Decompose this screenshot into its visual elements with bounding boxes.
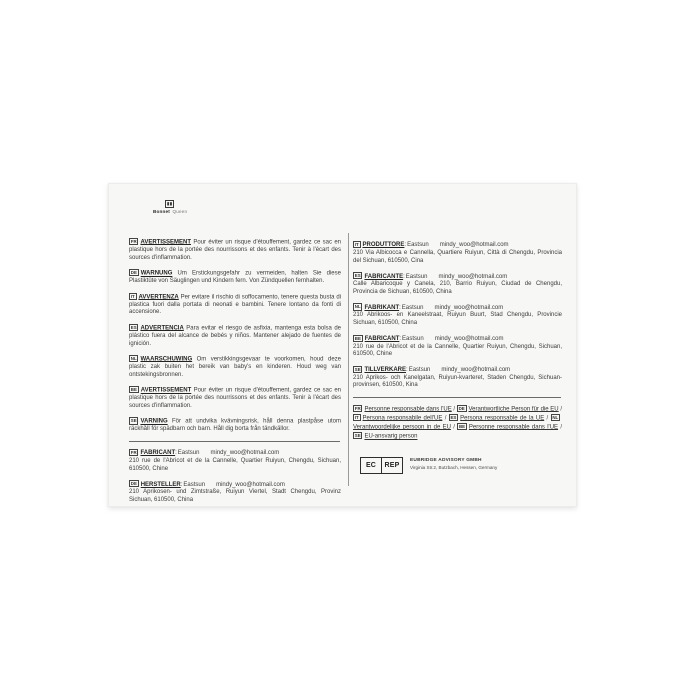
- manufacturer-address: 210 rue de l'Abricot et de la Cannelle, Quartier Ruiyun, Chengdu, Sichuan, 610500, Chine: [129, 458, 341, 472]
- manufacturer-header: [353, 336, 504, 342]
- manufacturer-header: [129, 482, 285, 488]
- eu-responsible-es: Persona responsable de la UE: [460, 415, 545, 422]
- colon: :: [175, 450, 177, 457]
- right-column: [353, 241, 562, 474]
- manufacturer-name: Eastsun: [183, 481, 206, 488]
- warning-text: Pour éviter un risque d'étouffement, gardez ce sac en plastique hors de la portée des nourrissons et des enfants. Tenir à l'écart des sources d'inflammation.: [129, 239, 341, 261]
- colon: :: [406, 367, 408, 374]
- lang-code-se: SE: [354, 433, 361, 439]
- eu-responsible-nl: Verantwoordelijke persoon in de EU: [353, 424, 451, 431]
- manufacturer-header: [129, 450, 279, 456]
- manufacturer-name: Eastsun: [405, 273, 428, 280]
- separator: /: [544, 415, 551, 422]
- left-column: [129, 238, 341, 504]
- warning-text: Um Erstickungsgefahr zu vermeiden, halten Sie diese Plastiktüte von Säuglingen und Kindern fern. Von Zündquellen fernhalten.: [129, 270, 341, 285]
- bonnet-queen-logo-icon: [165, 200, 174, 208]
- manufacturer-address: 210 rue de l'Abricot et de la Cannelle, Quartier Ruiyun, Chengdu, Sichuan, 610500, Chine: [353, 343, 562, 358]
- manufacturer-es: [353, 272, 562, 296]
- manufacturer-it: [353, 241, 562, 265]
- colon: :: [403, 273, 405, 280]
- eu-responsible-fr: Personne responsable dans l'UE: [364, 406, 452, 413]
- warning-de: [129, 269, 341, 286]
- brand-name-bonnet: Bonnet: [153, 209, 171, 214]
- warning-keyword: AVERTISSEMENT: [140, 387, 192, 394]
- manufacturer-name: Eastsun: [408, 367, 431, 374]
- warning-keyword: AVERTISSEMENT: [140, 239, 192, 246]
- warning-text: Per evitare il rischio di soffocamento, tenere questa busta di plastica fuori dalla portata di neonati e bambini. Tenere lontano da fonti di accensione.: [129, 294, 341, 316]
- lang-code-es: ES: [354, 273, 361, 279]
- manufacturer-email: mindy_woo@hotmail.com: [216, 481, 285, 488]
- lang-code-de: DE: [130, 270, 137, 276]
- manufacturer-email: mindy_woo@hotmail.com: [434, 304, 504, 311]
- warning-keyword: WAARSCHUWING: [140, 356, 193, 363]
- warning-text: Para evitar el riesgo de asfixia, mantenga esta bolsa de plástico fuera del alcance de bebés y niños. Mantener alejado de fuentes de ignición.: [129, 325, 341, 347]
- lang-code-se: SE: [354, 366, 361, 372]
- manufacturer-header: [353, 274, 507, 280]
- manufacturer-label: TILLVERKARE: [364, 367, 407, 374]
- lang-code-nl: NL: [130, 356, 137, 362]
- manufacturer-email: mindy_woo@hotmail.com: [441, 367, 511, 374]
- ec-rep-block: [353, 457, 562, 474]
- manufacturer-de: [129, 480, 341, 504]
- colon: :: [180, 481, 183, 488]
- lang-code-es: ES: [450, 414, 457, 420]
- warning-it: [129, 293, 341, 317]
- lang-code-nl: NL: [552, 414, 559, 420]
- eu-responsible-paragraph: [353, 405, 562, 441]
- brand-name: [153, 209, 243, 214]
- manufacturer-name: Eastsun: [407, 242, 429, 249]
- separator: /: [442, 415, 449, 422]
- separator: /: [450, 424, 458, 431]
- manufacturer-address: 210 Abrikoos- en Kaneelstraat, Ruiyun Buurt, Stad Chengdu, Provincie Sichuan, 610500, China: [353, 312, 562, 326]
- warning-text: För att undvika kvävningsrisk, håll denna plastpåse utom räckhåll för spädbarn och barn. Håll dig borta från tändkällor.: [129, 418, 341, 433]
- manufacturer-address: 210 Aprikosen- und Zimtstraße, Ruiyun Viertel, Stadt Chengdu, Provinz Sichuan, 610500, China: [129, 489, 341, 503]
- separator: /: [558, 406, 562, 413]
- warning-text: Pour éviter un risque d'étouffement, gardez ce sac en plastique hors de la portée des nourrissons et des enfants. Tenir à l'écart des sources d'inflammation.: [129, 387, 341, 409]
- separator: /: [558, 424, 562, 431]
- manufacturer-email: mindy_woo@hotmail.com: [434, 335, 504, 342]
- lang-code-be: BE: [459, 424, 466, 430]
- lang-code-fr: FR: [130, 450, 137, 456]
- warning-se: [129, 417, 341, 434]
- lang-code-fr: FR: [130, 239, 137, 244]
- warning-text: Om verstikkingsgevaar te voorkomen, houd deze plastic zak buiten het bereik van baby's en kinderen. Houd weg van ontstekingsbronnen.: [129, 356, 341, 378]
- manufacturer-email: mindy_woo@hotmail.com: [210, 450, 280, 457]
- warning-fr: [129, 238, 341, 262]
- ec-rep-contact: [410, 457, 497, 471]
- manufacturer-address: 210 Aprikos- och Kanelgatan, Ruiyun-kvarteret, Staden Chengdu, Sichuan-provinsen, 610500, Kina: [353, 374, 562, 389]
- eu-rep-address: Virginia Str.2, Butzbach, Hessen, Germany: [410, 464, 498, 470]
- manufacturer-header: [353, 242, 509, 248]
- horizontal-rule-left: [129, 441, 340, 442]
- manufacturer-address: Calle Albaricoque y Canela, 210, Barrio Ruiyun, Ciudad de Chengdu, Provincia de Sichuan, 610500, China: [353, 281, 562, 295]
- warning-keyword: VARNING: [140, 418, 168, 425]
- lang-code-nl: NL: [354, 304, 361, 310]
- manufacturer-name: Eastsun: [402, 335, 424, 342]
- lang-code-be: BE: [354, 335, 361, 341]
- manufacturer-address: 210 Via Albicocca e Cannella, Quartiere Ruiyun, Città di Chengdu, Provincia del Sichuan, 610500, Cina: [353, 249, 562, 264]
- eu-responsible-it: Persona responsabile dell'UE: [362, 415, 443, 422]
- manufacturer-label: HERSTELLER: [140, 481, 181, 488]
- warning-keyword: WARNUNG: [140, 270, 173, 277]
- manufacturer-label: FABRICANT: [140, 450, 176, 457]
- manufacturer-header: [353, 367, 510, 373]
- brand-name-queen: Queen: [172, 209, 188, 214]
- colon: :: [399, 335, 402, 342]
- lang-code-it: IT: [354, 242, 359, 247]
- eu-rep-company: EUBRIDGE ADVISORY GMBH: [410, 458, 482, 464]
- eu-responsible-be: Personne responsable dans l'UE: [468, 424, 559, 431]
- rep-cell: REP: [381, 458, 402, 473]
- warning-be: [129, 386, 341, 410]
- warning-keyword: AVVERTENZA: [138, 294, 179, 301]
- manufacturer-header: [353, 305, 503, 311]
- lang-code-es: ES: [130, 324, 137, 330]
- colon: :: [399, 304, 401, 311]
- manufacturer-nl: [353, 303, 562, 327]
- eu-responsible-de: Verantwortliche Person für die EU: [468, 406, 559, 413]
- lang-code-be: BE: [130, 387, 137, 393]
- ec-cell: EC: [365, 462, 377, 470]
- product-label-sheet: [108, 183, 577, 507]
- lang-code-fr: FR: [354, 405, 361, 411]
- manufacturer-email: mindy_woo@hotmail.com: [438, 273, 508, 280]
- lang-code-de: DE: [458, 405, 465, 411]
- lang-code-it: IT: [130, 293, 135, 299]
- manufacturer-label: FABRIKANT: [364, 304, 400, 311]
- colon: :: [404, 242, 407, 249]
- separator: /: [451, 406, 457, 413]
- lang-code-it: IT: [354, 414, 359, 420]
- eu-responsible-se: EU-ansvarig person: [364, 433, 418, 440]
- warning-es: [129, 324, 341, 348]
- manufacturer-se: [353, 366, 562, 390]
- manufacturer-name: Eastsun: [177, 450, 200, 457]
- column-divider: [348, 233, 349, 486]
- manufacturer-label: PRODUTTORE: [362, 242, 405, 249]
- horizontal-rule-right: [353, 397, 561, 398]
- lang-code-se: SE: [130, 418, 137, 424]
- manufacturer-label: FABRICANTE: [364, 273, 404, 280]
- manufacturer-name: Eastsun: [401, 304, 424, 311]
- lang-code-de: DE: [130, 481, 137, 487]
- manufacturer-label: FABRICANT: [364, 335, 400, 342]
- manufacturer-be: [353, 335, 562, 359]
- manufacturer-email: mindy_woo@hotmail.com: [439, 242, 509, 249]
- warning-nl: [129, 355, 341, 379]
- brand-block: [153, 200, 243, 214]
- warning-keyword: ADVERTENCIA: [140, 325, 184, 332]
- ec-rep-symbol: [360, 457, 403, 474]
- manufacturer-fr: [129, 449, 341, 473]
